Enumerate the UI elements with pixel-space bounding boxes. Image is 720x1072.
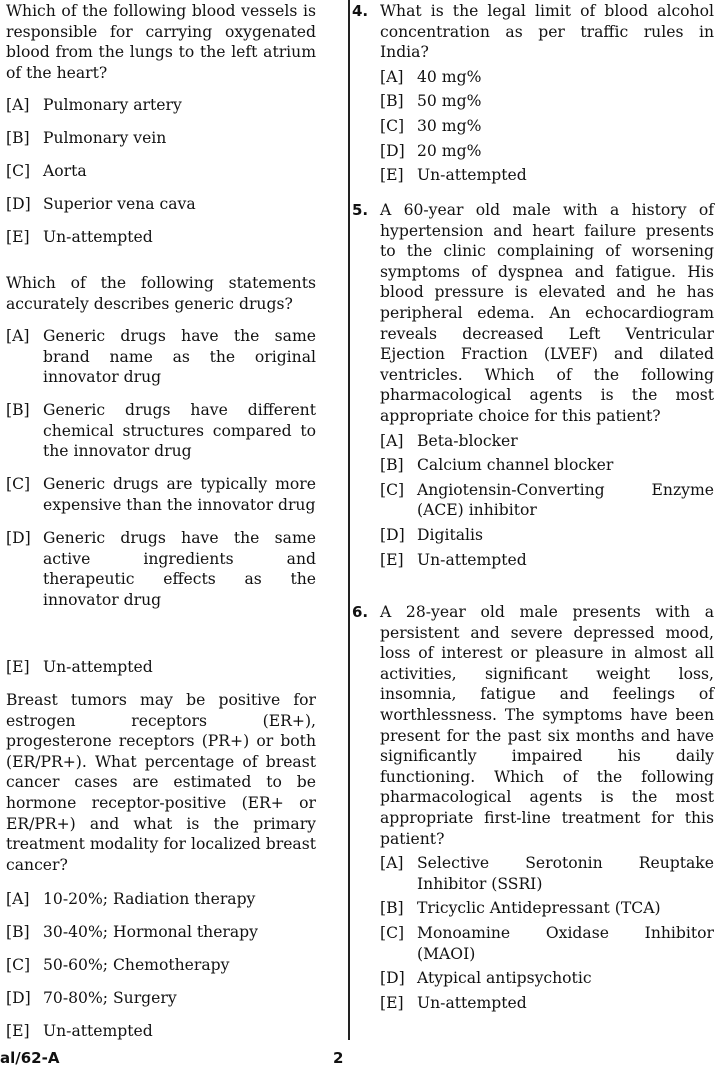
question-2-option-e: [6, 657, 316, 678]
option-a[interactable]: [A] Generic drugs have the same brand name as the original innovator drug: [6, 327, 316, 387]
question-number: 5.: [352, 201, 369, 219]
option-a[interactable]: [A] Selective Serotonin Reuptake Inhibitor (SSRI): [380, 854, 714, 893]
column-divider: [348, 0, 350, 1040]
question-1-options: [6, 95, 316, 248]
option-c[interactable]: [C] 30 mg%: [380, 116, 482, 135]
question-number: 4.: [352, 2, 369, 20]
question-3-options: [6, 889, 316, 1042]
option-a[interactable]: [A] Beta-blocker: [380, 431, 518, 450]
question-1: [6, 1, 316, 83]
option-a[interactable]: [A] 40 mg%: [380, 67, 482, 86]
option-e[interactable]: [E] Un-attempted: [380, 550, 527, 569]
question-2: [6, 273, 316, 314]
option-d[interactable]: [D] 70-80%; Surgery: [6, 988, 177, 1007]
option-b[interactable]: [B] Calcium channel blocker: [380, 456, 614, 475]
option-a[interactable]: [A] 10-20%; Radiation therapy: [6, 890, 256, 908]
option-d[interactable]: [D] Generic drugs have the same active ingredients and therapeutic effects as the innovator drug: [6, 528, 316, 609]
option-b[interactable]: [B] Generic drugs have different chemical structures compared to the innovator drug: [6, 401, 316, 461]
option-c[interactable]: [C] Monoamine Oxidase Inhibitor (MAOI): [380, 923, 714, 963]
option-e[interactable]: [E] Un-attempted: [380, 166, 527, 185]
question-number: 6.: [352, 603, 369, 621]
question-3: [6, 690, 316, 875]
question-5: [352, 200, 714, 570]
question-4: [352, 1, 714, 186]
option-e[interactable]: [E] Un-attempted: [6, 227, 153, 246]
question-2-options: [6, 326, 316, 623]
question-stem: Which of the following statements accurately describes generic drugs?: [6, 274, 316, 313]
question-stem: Breast tumors may be positive for estrogen receptors (ER+), progesterone receptors (PR+) or both (ER/PR+). What percentage of breast cancer cases are estimated to be hormone receptor-positive (ER+ or ER/PR+) and what is the primary treatment modality for localized breast cancer?: [6, 691, 316, 874]
page-number: 2: [333, 1049, 344, 1067]
question-stem: A 28-year old male presents with a persistent and severe depressed mood, loss of interest or pleasure in almost all activities, significant weight loss, insomnia, fatigue and feelings of worthlessness. The symptoms have been present for the past six months and have significantly impaired his daily functioning. Which of the following pharmacological agents is the most appropriate first-line treatment for this patient?: [380, 603, 714, 848]
option-b[interactable]: [B] Pulmonary vein: [6, 128, 167, 147]
question-stem: What is the legal limit of blood alcohol concentration as per traffic rules in India?: [380, 2, 714, 62]
question-stem: A 60-year old male with a history of hypertension and heart failure presents to the clinic complaining of worsening symptoms of dyspnea and fatigue. His blood pressure is elevated and he has peripheral edema. An echocardiogram reveals decreased Left Ventricular Ejection Fraction (LVEF) and dilated ventricles. Which of the following pharmacological agents is the most appropriate choice for this patient?: [380, 201, 714, 425]
option-e[interactable]: [E] Un-attempted: [6, 1021, 153, 1040]
option-b[interactable]: [B] 30-40%; Hormonal therapy: [6, 922, 258, 941]
booklet-code: al/62-A: [0, 1049, 60, 1067]
option-c[interactable]: [C] 50-60%; Chemotherapy: [6, 955, 230, 974]
option-a[interactable]: [A] Pulmonary artery: [6, 96, 182, 114]
option-c[interactable]: [C] Generic drugs are typically more expensive than the innovator drug: [6, 475, 316, 514]
option-b[interactable]: [B] 50 mg%: [380, 92, 482, 111]
option-d[interactable]: [D] 20 mg%: [380, 141, 482, 160]
option-d[interactable]: [D] Superior vena cava: [6, 194, 196, 213]
option-e[interactable]: [E] Un-attempted: [380, 993, 527, 1012]
option-c[interactable]: [C] Aorta: [6, 161, 87, 180]
question-stem: Which of the following blood vessels is responsible for carrying oxygenated blood from the lungs to the left atrium of the heart?: [6, 2, 316, 82]
option-e[interactable]: [E] Un-attempted: [6, 658, 153, 676]
option-b[interactable]: [B] Tricyclic Antidepressant (TCA): [380, 899, 661, 918]
question-6: [352, 602, 714, 1013]
option-d[interactable]: [D] Atypical antipsychotic: [380, 969, 592, 988]
option-d[interactable]: [D] Digitalis: [380, 525, 483, 544]
option-c[interactable]: [C] Angiotensin-Converting Enzyme (ACE) inhibitor: [380, 480, 714, 520]
